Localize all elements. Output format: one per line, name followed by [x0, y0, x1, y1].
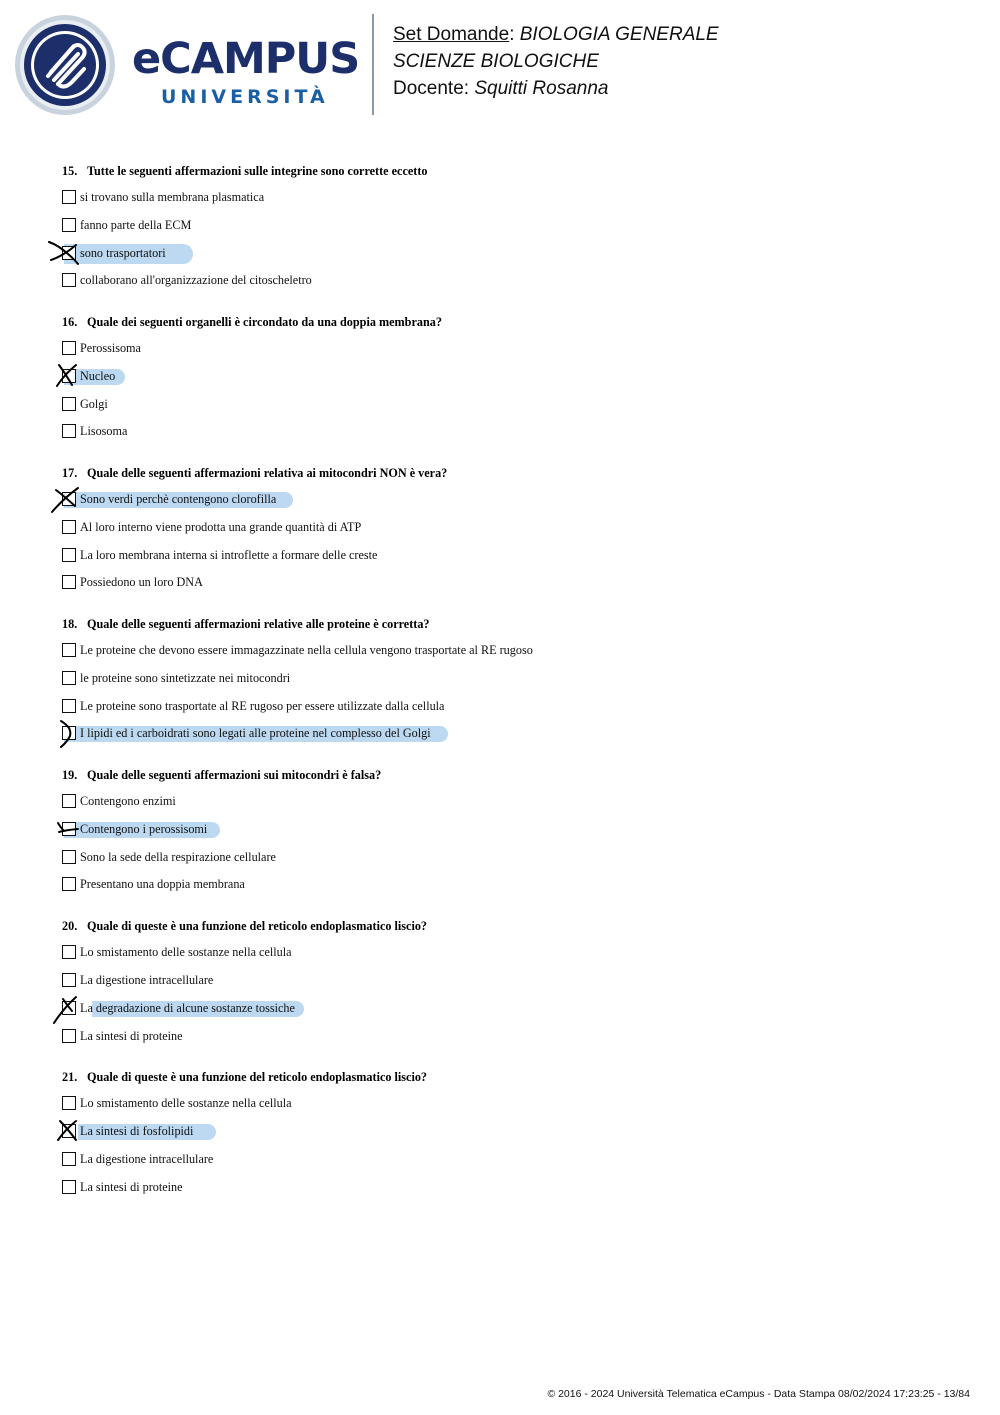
answer-checkbox[interactable]: [62, 794, 76, 808]
answer-checkbox[interactable]: [62, 1152, 76, 1166]
question-title: 18. Quale delle seguenti affermazioni relative alle proteine è corretta?: [62, 617, 430, 631]
handwritten-check-mark-icon: [48, 814, 88, 846]
answer-checkbox[interactable]: [62, 575, 76, 589]
answer-checkbox[interactable]: [62, 424, 76, 438]
answer-checkbox[interactable]: [62, 397, 76, 411]
question-title: 20. Quale di queste è una funzione del reticolo endoplasmatico liscio?: [62, 919, 428, 933]
answer-checkbox[interactable]: [62, 699, 76, 713]
answer-checkbox[interactable]: [62, 1029, 76, 1043]
docente-label: Docente: [393, 78, 464, 99]
answer-checkbox[interactable]: [62, 218, 76, 232]
question-title: 17. Quale delle seguenti affermazioni relativa ai mitocondri NON è vera?: [62, 466, 448, 480]
answer-checkbox[interactable]: [62, 945, 76, 959]
answer-checkbox[interactable]: [62, 877, 76, 891]
handwritten-x-mark-icon: [48, 993, 88, 1025]
page-header: [0, 0, 1000, 130]
question-title: 21. Quale di queste è una funzione del reticolo endoplasmatico liscio?: [62, 1070, 428, 1084]
ecampus-logo-icon: [14, 14, 116, 116]
handwritten-x-mark-icon: [48, 1116, 88, 1148]
handwritten-x-mark-icon: [48, 484, 88, 516]
docente-name: Squitti Rosanna: [474, 78, 609, 99]
logo-brand-text: eCAMPUS: [132, 34, 360, 84]
page-footer: © 2016 - 2024 Università Telematica eCampus - Data Stampa 08/02/2024 17:23:25 - 13/84: [547, 1388, 970, 1400]
answer-checkbox[interactable]: [62, 548, 76, 562]
subject-name: BIOLOGIA GENERALE: [519, 24, 719, 45]
answer-checkbox[interactable]: [62, 1096, 76, 1110]
header-divider: [372, 14, 374, 115]
answer-checkbox[interactable]: [62, 341, 76, 355]
answer-checkbox[interactable]: [62, 643, 76, 657]
header-course-line: [393, 52, 599, 71]
question-title: 16. Quale dei seguenti organelli è circondato da una doppia membrana?: [62, 315, 442, 329]
set-label: Set Domande: [393, 24, 510, 45]
header-docente-line: Docente: Squitti Rosanna: [393, 78, 609, 99]
answer-checkbox[interactable]: [62, 973, 76, 987]
course-name: SCIENZE BIOLOGICHE: [393, 51, 599, 72]
answer-checkbox[interactable]: [62, 273, 76, 287]
answer-checkbox[interactable]: [62, 850, 76, 864]
question-title: 15. Tutte le seguenti affermazioni sulle integrine sono corrette eccetto: [62, 164, 428, 178]
handwritten-x-mark-icon: [48, 361, 88, 393]
answer-checkbox[interactable]: [62, 190, 76, 204]
handwritten-x-mark-icon: [48, 238, 88, 270]
logo-subtitle-text: UNIVERSITÀ: [161, 86, 329, 108]
answer-checkbox[interactable]: [62, 520, 76, 534]
answer-checkbox[interactable]: [62, 671, 76, 685]
handwritten-check-mark-icon: [48, 718, 88, 750]
question-title: 19. Quale delle seguenti affermazioni sui mitocondri è falsa?: [62, 768, 382, 782]
answer-checkbox[interactable]: [62, 1180, 76, 1194]
header-set-line: Set Domande: BIOLOGIA GENERALE: [393, 24, 719, 45]
